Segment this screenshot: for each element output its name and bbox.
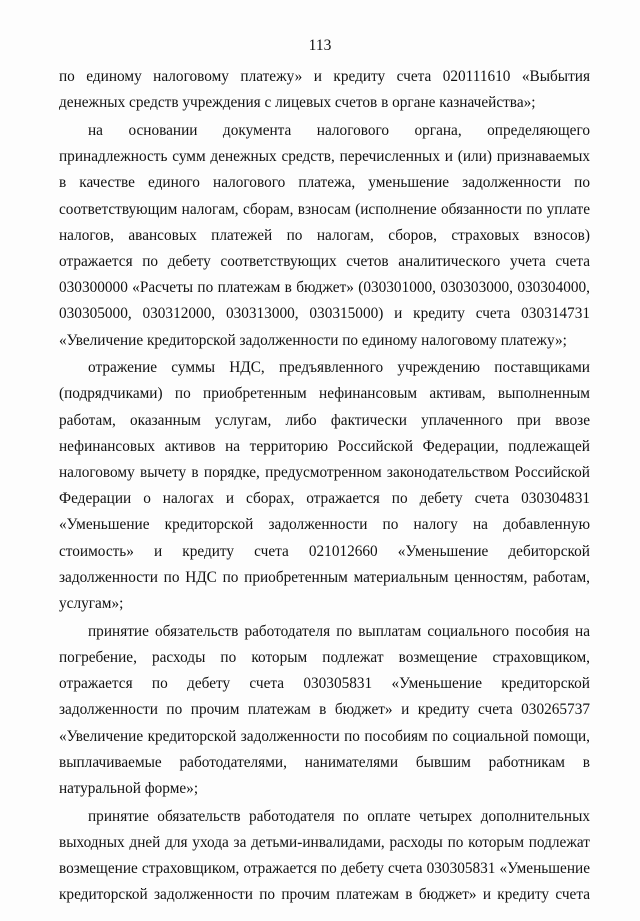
- paragraph-additional-days-off: принятие обязательств работодателя по оплате четырех дополнительных выходных дней для ухода за детьми-инвалидами, расходы по которым подлежат возмещение страховщиком, отражается по дебету счета 030305831 «Уменьшение кредиторской задолженности по прочим платежам в бюджет» и кредиту счета: [59, 807, 590, 904]
- paragraph-single-tax-payment: на основании документа налогового органа, определяющего принадлежность сумм денежных средств, перечисленных и (или) признаваемых в качестве единого налогового платежа, уменьшение задолженности по соответствующим налогам, сборам, взносам (исполнение обязанности по уплате налогов, авансовых платежей по налогам, сборов, страховых взносов) отражается по дебету соответствующих счетов аналитического учета счета 030300000 «Расчеты по платежам в бюджет» (030301000, 030303000, 030304000, 030305000, 030312000, 030313000, 030315000) и кредиту счета 030314731 «Увеличение кредиторской задолженности по единому налоговому платежу»;: [59, 121, 590, 349]
- paragraph-funeral-benefit: принятие обязательств работодателя по выплатам социального пособия на погребение, расходы по которым подлежат возмещение страховщиком, отражается по дебету счета 030305831 «Уменьшение кредиторской задолженности по прочим платежам в бюджет» и кредиту счета 030265737 «Увеличение кредиторской задолженности по пособиям по социальной помощи, выплачиваемые работодателями, нанимателями бывшим работникам в натуральной форме»;: [59, 622, 590, 797]
- page-number: 113: [308, 37, 332, 54]
- document-body: [59, 64, 590, 909]
- paragraph-continuation: по единому налоговому платежу» и кредиту счета 020111610 «Выбытия денежных средств учреждения с лицевых счетов в органе казначейства»;: [59, 68, 590, 112]
- paragraph-vat-deduction: отражение суммы НДС, предъявленного учреждению поставщиками (подрядчиками) по приобретенным нефинансовым активам, выполненным работам, оказанным услугам, либо фактически уплаченного при ввозе нефинансовых активов на территорию Российской Федерации, подлежащей налоговому вычету в порядке, предусмотренном законодательством Российской Федерации о налогах и сборах, отражается по дебету счета 030304831 «Уменьшение кредиторской задолженности по налогу на добавленную стоимость» и кредиту счета 021012660 «Уменьшение дебиторской задолженности по НДС по приобретенным материальным ценностям, работам, услугам»;: [59, 359, 590, 613]
